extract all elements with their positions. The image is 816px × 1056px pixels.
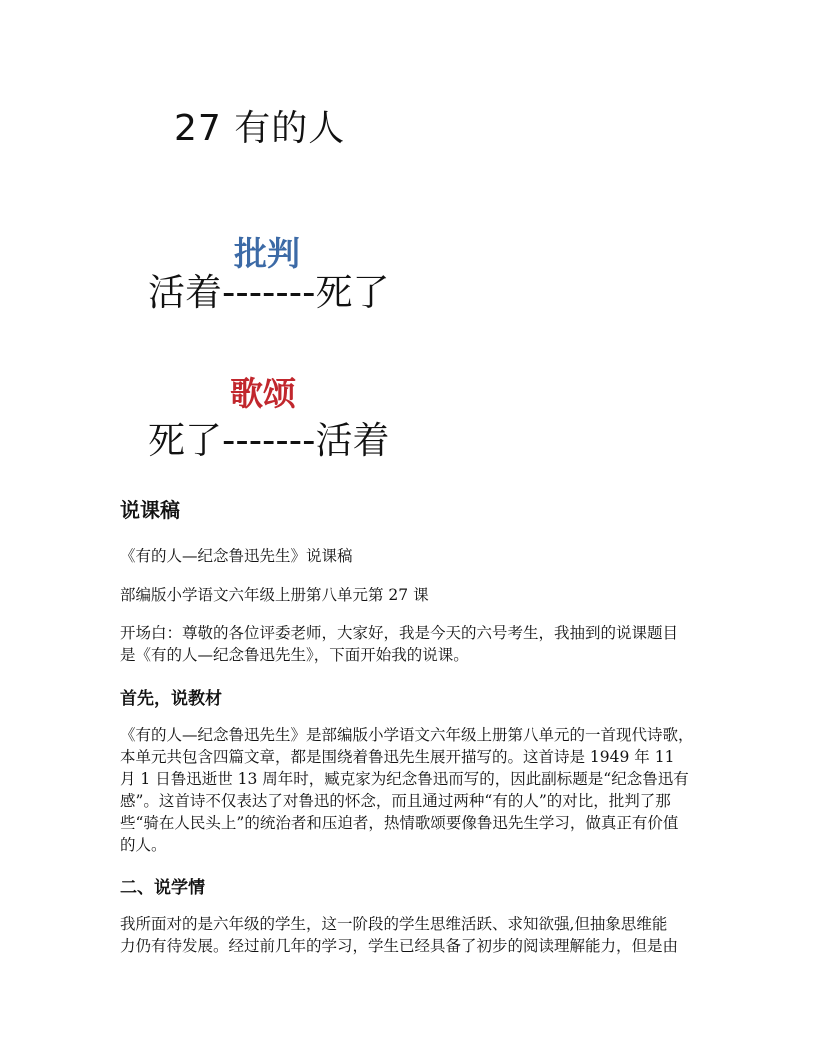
praise-label: 歌颂 [230,374,296,413]
section2-heading: 二、说学情 [120,878,205,898]
criticize-label: 批判 [234,234,300,273]
section1-line-5: 些“骑在人民头上”的统治者和压迫者，热情歌颂要像鲁迅先生学习，做真正有价值 [120,814,679,832]
section1-line-2: 本单元共包含四篇文章，都是围绕着鲁迅先生展开描写的。这首诗是 1949 年 11 [120,748,675,766]
course-info: 部编版小学语文六年级上册第八单元第 27 课 [120,586,429,604]
section2-line-1: 我所面对的是六年级的学生，这一阶段的学生思维活跃、求知欲强,但抽象思维能 [120,915,668,933]
document-heading: 说课稿 [120,498,180,522]
document-subtitle: 《有的人—纪念鲁迅先生》说课稿 [120,547,353,565]
lesson-title: 27 有的人 [174,108,346,149]
contrast-line-1: 活着-------死了 [148,271,390,314]
section1-line-1: 《有的人—纪念鲁迅先生》是部编版小学语文六年级上册第八单元的一首现代诗歌， [120,726,694,744]
section1-line-6: 的人。 [120,836,167,854]
opening-line-2: 是《有的人—纪念鲁迅先生》，下面开始我的说课。 [120,646,469,664]
section1-heading: 首先，说教材 [120,689,222,709]
contrast-line-2: 死了-------活着 [148,419,390,462]
section1-line-3: 月 1 日鲁迅逝世 13 周年时，臧克家为纪念鲁迅而写的，因此副标题是“纪念鲁迅有 [120,770,689,788]
opening-line-1: 开场白：尊敬的各位评委老师，大家好，我是今天的六号考生，我抽到的说课题目 [120,624,679,642]
section2-line-2: 力仍有待发展。经过前几年的学习，学生已经具备了初步的阅读理解能力，但是由 [120,937,679,955]
section1-line-4: 感”。这首诗不仅表达了对鲁迅的怀念，而且通过两种“有的人”的对比，批判了那 [120,792,671,810]
